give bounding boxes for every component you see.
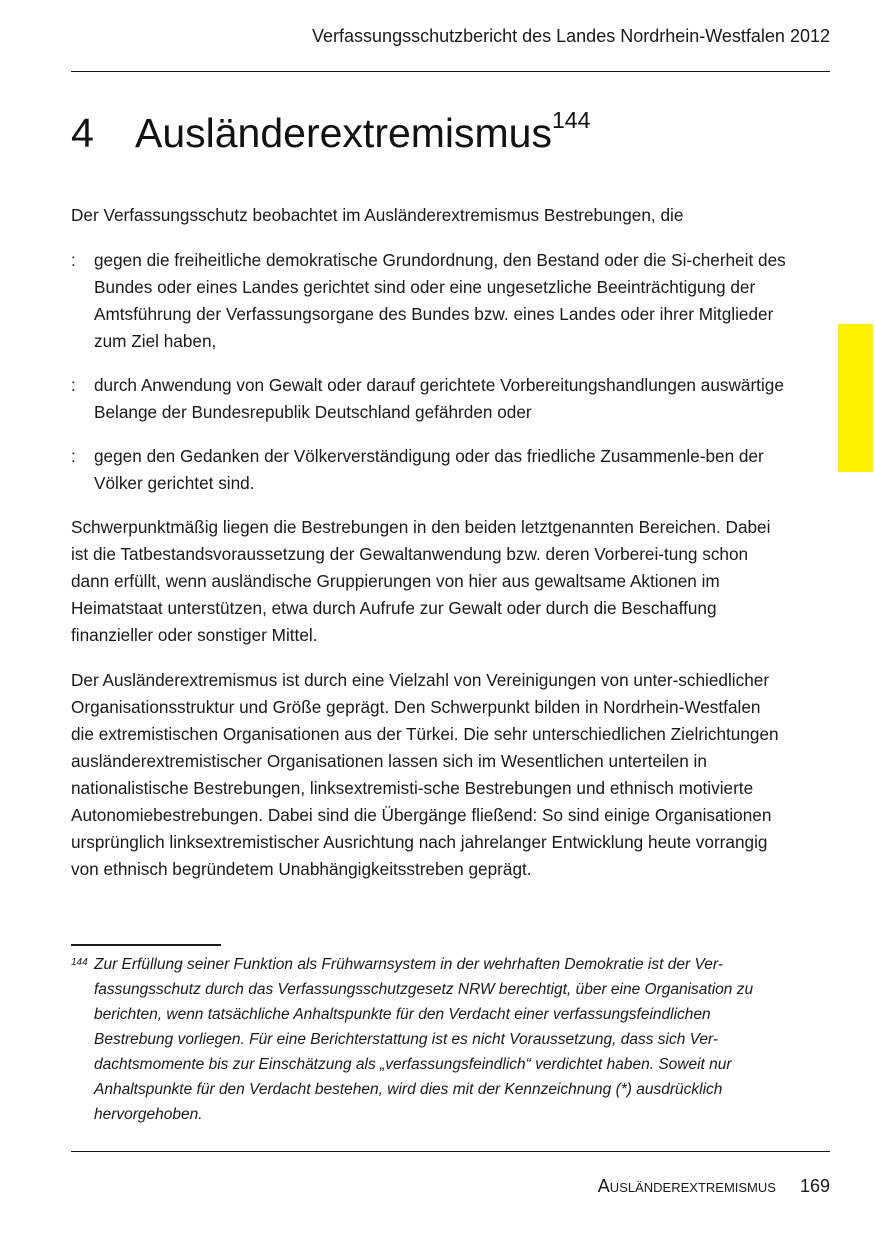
footnote-text: Zur Erfüllung seiner Funktion als Frühwarnsystem in der wehrhaften Demokratie ist der Ver-fassungsschutz durch das Verfassungsschutzgesetz NRW berechtigt, über eine Organisation zu berichten, wenn tatsächliche Anhaltspunkte für den Verdacht einer verfassungsfeindlichen Bestrebung vorliegen. Für eine Berichterstattung ist es nicht Voraussetzung, dass sich Ver-dachtsmomente bis zur Einschätzung als „verfassungsfeindlich“ verdichtet haben. Soweit nur Anhaltspunkte für den Verdacht bestehen, wird dies mit der Kennzeichnung (*) ausdrücklich hervorgehoben. <box>94 956 754 1123</box>
body-text <box>71 202 786 901</box>
footer-section-title: Ausländerextremismus <box>597 1176 776 1196</box>
list-bullet: : <box>71 250 76 270</box>
page-number: 169 <box>799 1176 830 1196</box>
chapter-title: Ausländerextremismus <box>135 110 552 156</box>
header-rule <box>71 71 830 72</box>
footnote <box>71 952 786 1127</box>
list-item-text: gegen die freiheitliche demokratische Grundordnung, den Bestand oder die Si-cherheit des Bundes oder eines Landes gerichtet sind oder eine ungesetzliche Beeinträchtigung der Amtsführung der Verfassungsorgane des Bundes bzw. eines Landes oder ihrer Mitglieder zum Ziel haben, <box>94 250 786 351</box>
criteria-list <box>71 247 786 497</box>
running-footer <box>598 1176 830 1197</box>
footnote-number: 144 <box>71 957 88 968</box>
footnote-reference[interactable]: 144 <box>552 107 591 134</box>
list-bullet: : <box>71 446 76 466</box>
footnote-separator <box>71 944 221 946</box>
list-item <box>71 372 786 426</box>
paragraph: Der Ausländerextremismus ist durch eine Vielzahl von Vereinigungen von unter-schiedlicher Organisationsstruktur und Größe geprägt. Den Schwerpunkt bilden in Nordrhein-Westfalen die extremistischen Organisationen aus der Türkei. Die sehr unterschiedlichen Zielrichtungen ausländerextremistischer Organisationen lassen sich im Wesentlichen unterteilen in nationalistische Bestrebungen, linksextremisti-sche Bestrebungen und ethnisch motivierte Autonomiebestrebungen. Dabei sind die Übergänge fließend: So sind einige Organisationen ursprünglich linksextremistischer Ausrichtung nach jahrelanger Entwicklung heute vorrangig von ethnisch begründetem Unabhängigkeitsstreben geprägt. <box>71 670 779 879</box>
chapter-thumb-tab <box>838 324 873 472</box>
footer-rule <box>71 1151 830 1152</box>
chapter-heading <box>71 107 591 157</box>
list-bullet: : <box>71 375 76 395</box>
list-item-text: durch Anwendung von Gewalt oder darauf gerichtete Vorbereitungshandlungen auswärtige Belange der Bundesrepublik Deutschland gefährden oder <box>94 375 784 422</box>
list-item <box>71 443 786 497</box>
intro-paragraph: Der Verfassungsschutz beobachtet im Ausländerextremismus Bestrebungen, die <box>71 205 684 225</box>
list-item-text: gegen den Gedanken der Völkerverständigung oder das friedliche Zusammenle-ben der Völker gerichtet sind. <box>94 446 764 493</box>
paragraph: Schwerpunktmäßig liegen die Bestrebungen in den beiden letztgenannten Bereichen. Dabei ist die Tatbestandsvoraussetzung der Gewaltanwendung bzw. deren Vorberei-tung schon dann erfüllt, wenn ausländische Gruppierungen von hier aus gewaltsame Aktionen im Heimatstaat unterstützen, etwa durch Aufrufe zur Gewalt oder durch die Beschaffung finanzieller oder sonstiger Mittel. <box>71 517 771 645</box>
running-header: Verfassungsschutzbericht des Landes Nordrhein-Westfalen 2012 <box>312 26 830 46</box>
chapter-number: 4 <box>71 110 94 156</box>
list-item <box>71 247 786 355</box>
